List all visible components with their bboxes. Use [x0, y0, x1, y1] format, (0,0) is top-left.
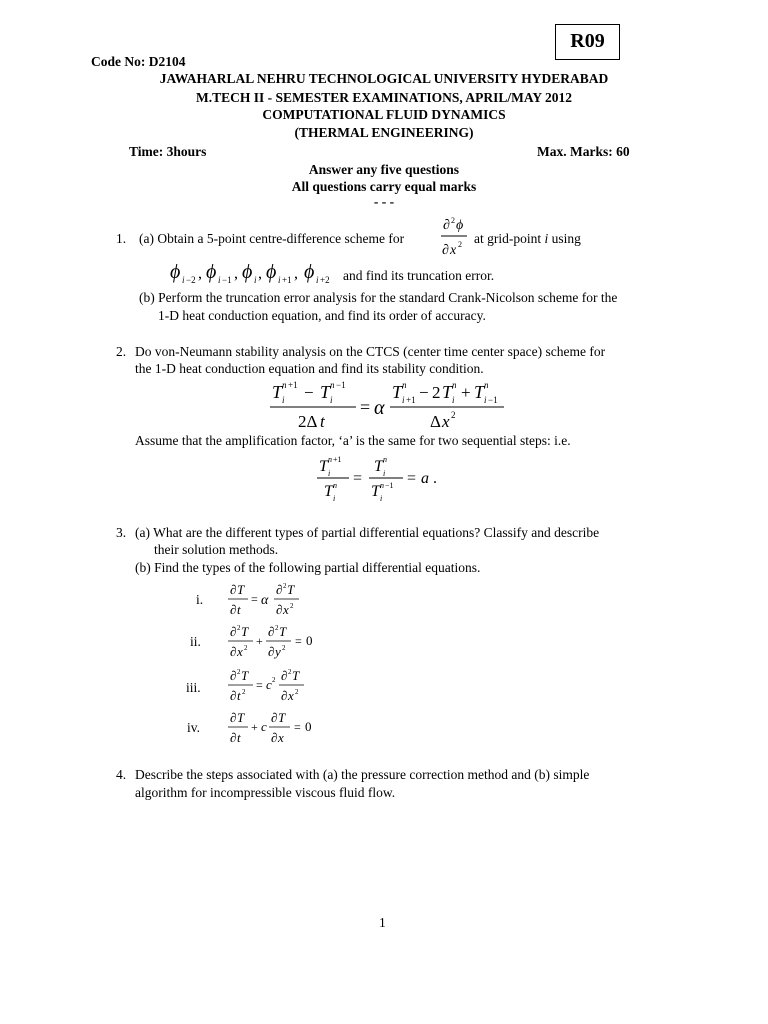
- svg-text:∂: ∂: [230, 730, 237, 745]
- svg-text:2: 2: [283, 582, 287, 590]
- q2-ctcs-equation: [268, 376, 513, 432]
- q3-equation-i: [226, 580, 306, 620]
- svg-text:n: n: [383, 455, 387, 464]
- svg-text:2: 2: [282, 644, 286, 652]
- svg-text:+1: +1: [282, 275, 292, 285]
- svg-text:n: n: [452, 380, 457, 390]
- svg-text:t: t: [237, 602, 241, 617]
- svg-text:2: 2: [295, 688, 299, 696]
- svg-text:T: T: [279, 624, 287, 639]
- svg-text:T: T: [442, 382, 453, 402]
- q1-fraction-d2phi-dx2: [440, 212, 470, 262]
- svg-text:∂: ∂: [281, 668, 288, 683]
- svg-text:=: =: [294, 720, 301, 734]
- q1b-line1: (b) Perform the truncation error analysis for the standard Crank-Nicolson scheme for the: [139, 290, 618, 305]
- svg-text:−1: −1: [385, 481, 394, 490]
- svg-text:−: −: [304, 383, 314, 402]
- svg-text:x: x: [442, 412, 450, 431]
- svg-text:T: T: [241, 668, 249, 683]
- svg-text:T: T: [324, 483, 333, 500]
- svg-text:Δ: Δ: [430, 412, 441, 431]
- svg-text:T: T: [241, 624, 249, 639]
- svg-text:+1: +1: [406, 395, 416, 405]
- exam-title: M.TECH II - SEMESTER EXAMINATIONS, APRIL/MAY 2012: [195, 90, 573, 105]
- svg-text:c: c: [266, 677, 272, 692]
- svg-text:i: i: [254, 275, 257, 285]
- q1-phi-stencil: [168, 258, 343, 288]
- svg-text:i: i: [452, 395, 455, 405]
- svg-text:T: T: [474, 382, 485, 402]
- q1b-line2: 1-D heat conduction equation, and find its order of accuracy.: [158, 308, 486, 323]
- svg-text:+: +: [251, 720, 258, 734]
- subject-title: COMPUTATIONAL FLUID DYNAMICS: [262, 107, 506, 122]
- q4-line1: Describe the steps associated with (a) the pressure correction method and (b) simple: [135, 767, 590, 782]
- svg-text:.: .: [433, 470, 437, 487]
- q3-equation-iv: [226, 708, 321, 748]
- svg-text:T: T: [287, 582, 295, 597]
- svg-text:n: n: [328, 455, 332, 464]
- svg-text:α: α: [261, 593, 269, 608]
- svg-text:2: 2: [242, 688, 246, 696]
- svg-text:2: 2: [275, 624, 279, 632]
- svg-text:ϕ: ϕ: [206, 261, 217, 283]
- svg-text:−1: −1: [222, 275, 232, 285]
- max-marks-label: Max. Marks: 60: [537, 144, 630, 159]
- svg-text:=: =: [256, 678, 263, 692]
- svg-text:2: 2: [432, 383, 441, 402]
- svg-text:2: 2: [451, 410, 456, 420]
- q4-line2: algorithm for incompressible viscous fluid flow.: [135, 785, 396, 800]
- svg-text:x: x: [278, 730, 284, 745]
- svg-text:∂: ∂: [230, 668, 237, 683]
- svg-text:T: T: [320, 382, 331, 402]
- q3-item-i-label: i.: [196, 592, 204, 607]
- code-number: Code No: D2104: [91, 54, 186, 69]
- svg-text:2Δ: 2Δ: [298, 412, 318, 431]
- svg-text:i: i: [484, 395, 487, 405]
- svg-text:∂: ∂: [271, 730, 278, 745]
- q2-amplification-factor: [315, 450, 445, 502]
- svg-text:T: T: [278, 710, 286, 725]
- svg-text:ϕ: ϕ: [242, 261, 253, 283]
- svg-text:t: t: [237, 688, 241, 703]
- svg-text:i: i: [380, 494, 383, 502]
- svg-text:a: a: [421, 470, 429, 487]
- svg-text:T: T: [237, 710, 245, 725]
- svg-text:∂: ∂: [230, 710, 237, 725]
- instruction-2: All questions carry equal marks: [291, 179, 477, 194]
- q1a-text-post: at grid-point i using: [474, 231, 581, 246]
- q3-equation-iii: [226, 666, 316, 706]
- svg-text:∂: ∂: [268, 624, 275, 639]
- svg-text:∂: ∂: [230, 688, 237, 703]
- svg-text:+1: +1: [288, 380, 298, 390]
- svg-text:∂: ∂: [271, 710, 278, 725]
- svg-text:=: =: [353, 470, 363, 487]
- svg-text:+: +: [461, 383, 471, 402]
- regulation-box: R09: [555, 24, 620, 60]
- instruction-1: Answer any five questions: [308, 162, 460, 177]
- svg-text:T: T: [292, 668, 300, 683]
- svg-text:t: t: [237, 730, 241, 745]
- svg-text:2: 2: [237, 624, 241, 632]
- svg-text:,: ,: [294, 265, 298, 282]
- svg-text:∂: ∂: [442, 243, 449, 258]
- svg-text:i: i: [218, 275, 221, 285]
- svg-text:x: x: [288, 688, 294, 703]
- svg-text:∂: ∂: [443, 218, 450, 233]
- svg-text:t: t: [320, 412, 325, 431]
- svg-text:2: 2: [290, 602, 294, 610]
- university-title: JAWAHARLAL NEHRU TECHNOLOGICAL UNIVERSITY HYDERABAD: [159, 71, 609, 86]
- svg-text:−1: −1: [488, 395, 498, 405]
- svg-text:n: n: [380, 481, 384, 490]
- svg-text:=: =: [407, 470, 417, 487]
- q2-line3: Assume that the amplification factor, ‘a’ is the same for two sequential steps: i.e.: [135, 433, 571, 448]
- svg-text:x: x: [283, 602, 289, 617]
- svg-text:n: n: [333, 481, 337, 490]
- svg-text:∂: ∂: [230, 644, 237, 659]
- svg-text:,: ,: [258, 265, 262, 282]
- svg-text:+: +: [256, 634, 263, 648]
- svg-text:2: 2: [451, 216, 455, 225]
- svg-text:i: i: [328, 469, 331, 478]
- svg-text:−: −: [419, 383, 429, 402]
- separator: - - -: [373, 194, 395, 209]
- q3-item-iv-label: iv.: [187, 720, 200, 735]
- q4-number: 4.: [116, 767, 127, 782]
- svg-text:n: n: [282, 380, 287, 390]
- svg-text:i: i: [278, 275, 281, 285]
- time-label: Time: 3hours: [129, 144, 207, 159]
- svg-text:x: x: [237, 644, 243, 659]
- svg-text:∂: ∂: [230, 602, 237, 617]
- svg-text:+2: +2: [320, 275, 330, 285]
- svg-text:2: 2: [237, 668, 241, 676]
- page-number: 1: [379, 915, 386, 930]
- svg-text:i: i: [182, 275, 185, 285]
- q1a-text-line2: and find its truncation error.: [343, 268, 495, 283]
- svg-text:i: i: [330, 395, 333, 405]
- q3a-line2: their solution methods.: [154, 542, 279, 557]
- svg-text:∂: ∂: [230, 582, 237, 597]
- svg-text:2: 2: [458, 240, 462, 249]
- svg-text:T: T: [237, 582, 245, 597]
- svg-text:y: y: [275, 644, 281, 659]
- q3-item-ii-label: ii.: [190, 634, 201, 649]
- svg-text:∂: ∂: [268, 644, 275, 659]
- svg-text:∂: ∂: [230, 624, 237, 639]
- svg-text:∂: ∂: [281, 688, 288, 703]
- svg-text:i: i: [333, 494, 336, 502]
- q3-number: 3.: [116, 525, 127, 540]
- q3-equation-ii: [226, 622, 326, 662]
- svg-text:,: ,: [198, 265, 202, 282]
- svg-text:x: x: [450, 243, 457, 258]
- svg-text:2: 2: [272, 676, 276, 684]
- q1a-text-pre: (a) Obtain a 5-point centre-difference scheme for: [139, 231, 405, 246]
- q1-number: 1.: [116, 231, 127, 246]
- q2-line1: Do von-Neumann stability analysis on the CTCS (center time center space) scheme for: [135, 344, 606, 359]
- svg-text:2: 2: [288, 668, 292, 676]
- svg-text:∂: ∂: [276, 582, 283, 597]
- svg-text:+1: +1: [333, 455, 342, 464]
- svg-text:n: n: [484, 380, 489, 390]
- svg-text:T: T: [392, 382, 403, 402]
- svg-text:,: ,: [234, 265, 238, 282]
- q2-number: 2.: [116, 344, 127, 359]
- svg-text:0: 0: [306, 633, 313, 648]
- svg-text:=: =: [360, 397, 371, 417]
- svg-text:−1: −1: [336, 380, 346, 390]
- svg-text:T: T: [374, 458, 383, 475]
- svg-text:c: c: [261, 719, 267, 734]
- svg-text:i: i: [402, 395, 405, 405]
- q3b-line1: (b) Find the types of the following partial differential equations.: [135, 560, 481, 575]
- svg-text:ϕ: ϕ: [170, 261, 181, 283]
- svg-text:i: i: [282, 395, 285, 405]
- svg-text:n: n: [330, 380, 335, 390]
- svg-text:α: α: [374, 397, 385, 419]
- svg-text:T: T: [319, 458, 328, 475]
- svg-text:0: 0: [305, 719, 312, 734]
- svg-text:i: i: [383, 469, 386, 478]
- svg-text:ϕ: ϕ: [266, 261, 277, 283]
- q3-item-iii-label: iii.: [186, 680, 201, 695]
- svg-text:n: n: [402, 380, 407, 390]
- svg-text:=: =: [295, 634, 302, 648]
- svg-text:−2: −2: [186, 275, 196, 285]
- branch-title: (THERMAL ENGINEERING): [294, 125, 474, 140]
- q2-line2: the 1-D heat conduction equation and find its stability condition.: [135, 361, 484, 376]
- svg-text:i: i: [316, 275, 319, 285]
- svg-text:∂: ∂: [276, 602, 283, 617]
- svg-text:=: =: [251, 592, 258, 606]
- svg-text:T: T: [272, 382, 283, 402]
- svg-text:2: 2: [244, 644, 248, 652]
- q3a-line1: (a) What are the different types of partial differential equations? Classify and describe: [135, 525, 600, 540]
- svg-text:ϕ: ϕ: [304, 261, 315, 283]
- svg-text:ϕ: ϕ: [456, 218, 464, 233]
- svg-text:T: T: [371, 483, 380, 500]
